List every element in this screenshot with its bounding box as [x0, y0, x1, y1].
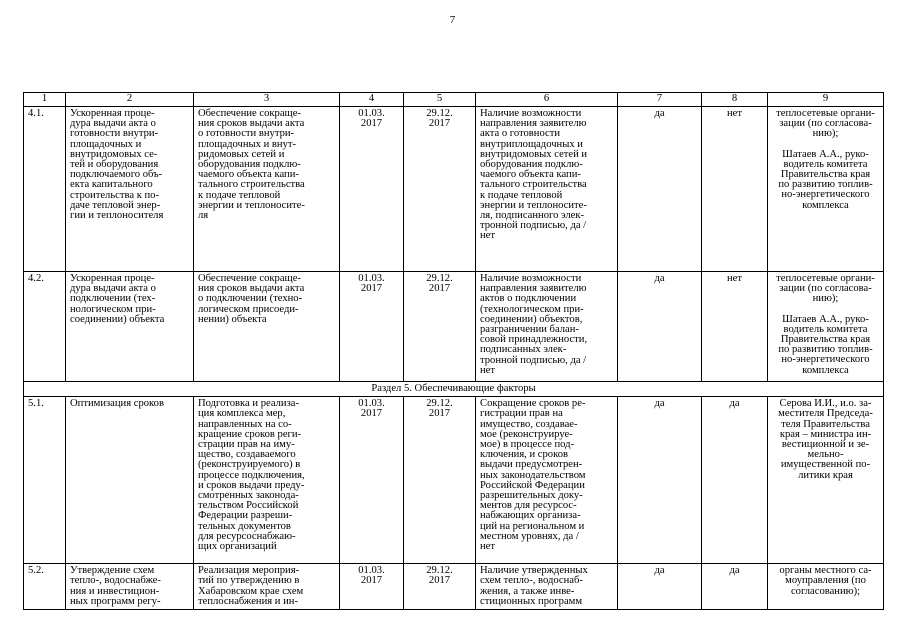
start-date: 01.03. 2017	[358, 273, 385, 295]
end-date: 29.12. 2017	[426, 398, 453, 420]
header-cell: 4	[340, 93, 404, 107]
responsible-organization: органы местного са- моуправления (по согласованию);	[779, 565, 872, 597]
table-row	[24, 397, 884, 564]
table-row	[24, 107, 884, 272]
column-8-value: нет	[726, 273, 742, 284]
header-cell: 9	[768, 93, 884, 107]
measures-table	[23, 92, 884, 610]
indicator: Наличие утвержденных схем тепло-, водоснаб- жения, а также инве- стиционных программ	[480, 565, 588, 607]
indicator: Наличие возможности направления заявителю акта о готовности внутриплощадочных и внутридомовых сетей и оборудования подклю- чаемого объекта капи- тального строительства к подаче тепловой энергии и теплоносите- ля, подписанного элек- тронной подписью, да / нет	[480, 108, 588, 242]
column-7-value: да	[654, 565, 665, 577]
header-cell: 8	[702, 93, 768, 107]
column-7-value: да	[654, 108, 665, 119]
responsible-person: Шатаев А.А., руко- водитель комитета Правительства края по развитию топлив- но-энергетического комплекса	[778, 313, 873, 376]
header-cell: 7	[618, 93, 702, 107]
start-date: 01.03. 2017	[358, 565, 385, 587]
end-date: 29.12. 2017	[426, 273, 453, 295]
table-header-row	[24, 93, 884, 107]
section-title: Раздел 5. Обеспечивающие факторы	[24, 382, 884, 397]
page-number: 7	[449, 14, 456, 26]
table-row	[24, 564, 884, 610]
row-number: 5.1.	[28, 398, 44, 410]
header-cell: 5	[404, 93, 476, 107]
measure-name: Ускоренная проце- дура выдачи акта о готовности внутри- площадочных и внутридомовых се- тей и оборудования подключаемого объ- екта капитального строительства к по- даче тепловой энер- гии и теплоносителя	[70, 108, 164, 222]
responsible-organization: теплосетевые органи- зации (по согласова- нию);	[776, 108, 875, 140]
measure-description: Обеспечение сокраще- ния сроков выдачи акта о подключении (техно- логическом присоеди- нении) объекта	[198, 273, 305, 325]
indicator: Сокращение сроков ре- гистрации прав на имущество, создавае- мое (реконструируе- мое) в процессе под- ключения, и сроков выдачи предусмотрен- ных законодательством Российской Федерации разрешительных доку- ментов для ресурсос- набжающих организа- ций на региональном и местном уровнях, да / нет	[480, 398, 586, 553]
column-8-value: да	[729, 565, 740, 577]
header-cell: 1	[24, 93, 66, 107]
header-cell: 3	[194, 93, 340, 107]
responsible-person: Шатаев А.А., руко- водитель комитета Правительства края по развитию топлив- но-энергетического комплекса	[778, 148, 873, 211]
column-8-value: да	[729, 398, 740, 410]
start-date: 01.03. 2017	[358, 398, 385, 420]
measure-description: Реализация мероприя- тий по утверждению в Хабаровском крае схем теплоснабжения и ин-	[198, 565, 304, 607]
end-date: 29.12. 2017	[426, 108, 453, 130]
measure-name: Ускоренная проце- дура выдачи акта о подключении (тех- нологическом при- соединении) объекта	[70, 273, 165, 325]
end-date: 29.12. 2017	[426, 565, 453, 587]
section-heading-row	[24, 382, 884, 397]
indicator: Наличие возможности направления заявителю актов о подключении (технологическом при- соединении) объектов, разграничении балан- совой принадлежности, подписанных элек- тронной подписью, да / нет	[480, 273, 588, 376]
header-cell: 6	[476, 93, 618, 107]
column-7-value: да	[654, 398, 665, 410]
start-date: 01.03. 2017	[358, 108, 385, 130]
header-cell: 2	[66, 93, 194, 107]
row-number: 4.1.	[28, 108, 44, 119]
measure-description: Подготовка и реализа- ция комплекса мер, направленных на со- кращение сроков реги- страции прав на иму- щество, создаваемого (реконструируемого) в процессе подключения, и сроков выдачи преду- смотренных законода- тельством Российской Федерации разреши- тельных документов для ресурсоснабжаю- щих организаций	[198, 398, 305, 553]
responsible-person: Серова И.И., и.о. за- местителя Председа- теля Правительства края – министра ин- вестиционной и зе- мельно- имущественной по- литики края	[778, 398, 873, 481]
row-number: 4.2.	[28, 273, 44, 284]
column-7-value: да	[654, 273, 665, 284]
column-8-value: нет	[726, 108, 742, 119]
table-row	[24, 272, 884, 382]
measure-name: Утверждение схем тепло-, водоснабже- ния и инвестицион- ных программ регу-	[70, 565, 161, 607]
measure-name: Оптимизация сроков	[70, 398, 164, 410]
responsible-organization: теплосетевые органи- зации (по согласова- нию);	[776, 273, 875, 305]
measure-description: Обеспечение сокраще- ния сроков выдачи акта о готовности внутри- площадочных и внут- ридомовых сетей и оборудования подклю- чаемого объекта капи- тального строительства к подаче тепловой энергии и теплоносите- ля	[198, 108, 305, 222]
row-number: 5.2.	[28, 565, 44, 577]
